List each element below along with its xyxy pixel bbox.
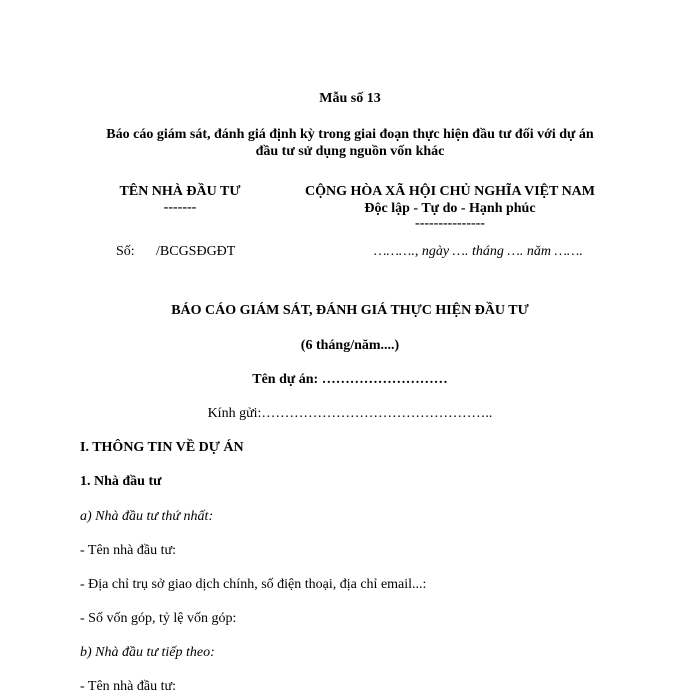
section-heading-project-info: I. THÔNG TIN VỀ DỰ ÁN — [80, 440, 244, 455]
field-next-investor-name: - Tên nhà đầu tư: — [80, 679, 176, 694]
item-next-investor: b) Nhà đầu tư tiếp theo: — [80, 645, 215, 660]
recipient-line: Kính gửi:………………………………………….. — [207, 406, 493, 421]
field-investor-name: - Tên nhà đầu tư: — [80, 543, 176, 558]
field-investor-address: - Địa chỉ trụ sở giao dịch chính, số điện thoại, địa chỉ email...: — [80, 577, 427, 592]
document-date-line: ………., ngày …. tháng …. năm ……. — [374, 244, 583, 259]
item-first-investor: a) Nhà đầu tư thứ nhất: — [80, 509, 214, 524]
field-capital-contribution: - Số vốn góp, tỷ lệ vốn góp: — [80, 611, 237, 626]
report-title: BÁO CÁO GIÁM SÁT, ĐÁNH GIÁ THỰC HIỆN ĐẦU TƯ — [171, 303, 529, 318]
document-number-label: Số: — [116, 244, 135, 259]
form-subtitle-line1: Báo cáo giám sát, đánh giá định kỳ trong giai đoạn thực hiện đầu tư đối với dự án — [106, 127, 594, 142]
form-subtitle-line2: đầu tư sử dụng nguồn vốn khác — [255, 144, 445, 159]
nation-title: CỘNG HÒA XÃ HỘI CHỦ NGHĨA VIỆT NAM — [304, 184, 595, 199]
investor-name-label: TÊN NHÀ ĐẦU TƯ — [119, 184, 241, 199]
report-period: (6 tháng/năm....) — [300, 338, 400, 353]
project-name-line: Tên dự án: ……………………… — [252, 372, 448, 387]
form-number: Mẫu số 13 — [319, 91, 381, 106]
national-motto: Độc lập - Tự do - Hạnh phúc — [364, 201, 536, 216]
document-number-code: /BCGSĐGĐT — [156, 244, 236, 259]
investor-divider: ------- — [163, 200, 197, 215]
motto-divider: --------------- — [415, 216, 485, 231]
subsection-heading-investor: 1. Nhà đầu tư — [80, 474, 162, 489]
